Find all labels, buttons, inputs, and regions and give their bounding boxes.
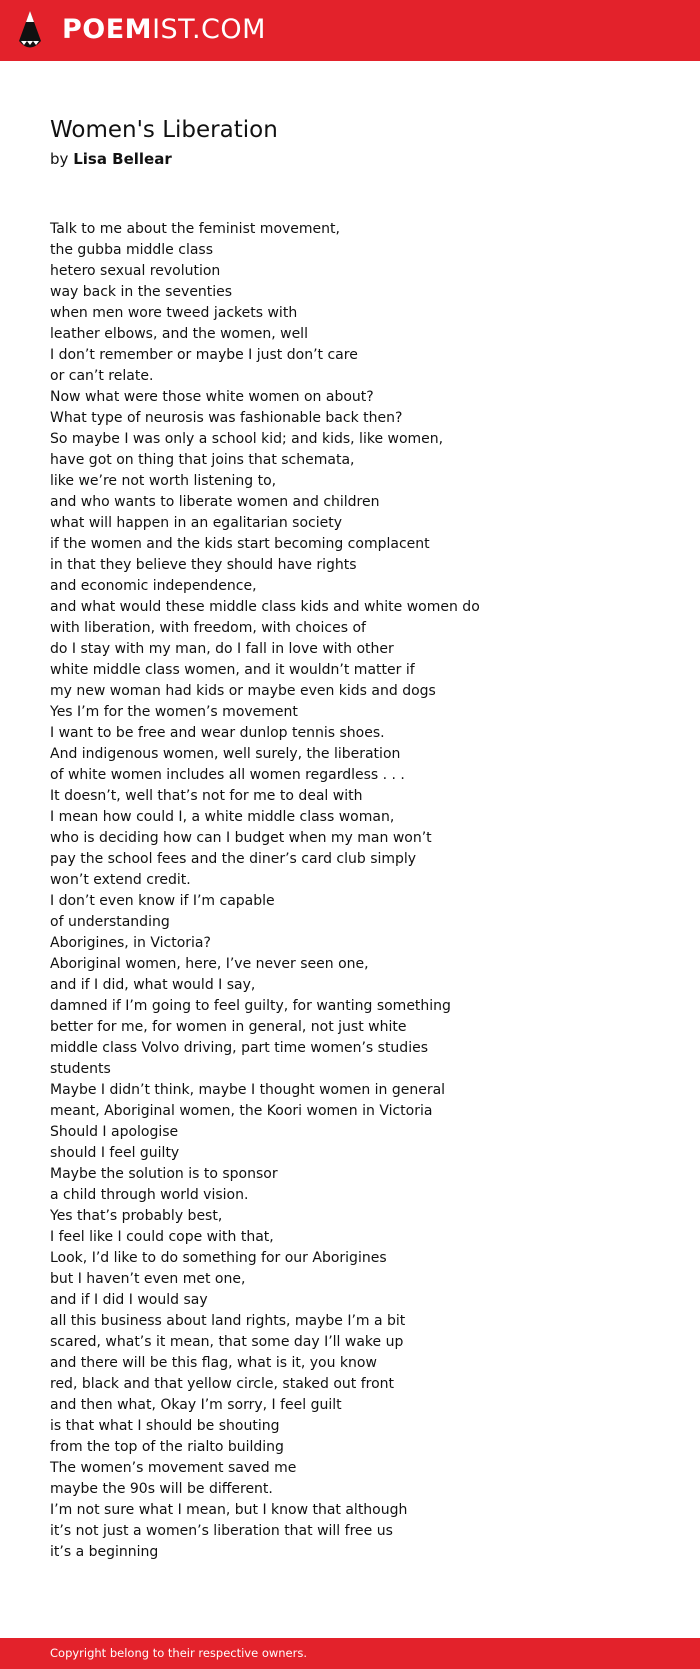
poem-line: I want to be free and wear dunlop tennis shoes. <box>50 725 385 741</box>
poem-line: I’m not sure what I mean, but I know that although <box>50 1502 408 1518</box>
poem-line: of white women includes all women regardless . . . <box>50 767 405 783</box>
poem-line: What type of neurosis was fashionable back then? <box>50 410 403 426</box>
poem-line: Maybe the solution is to sponsor <box>50 1166 278 1182</box>
poem-line: I feel like I could cope with that, <box>50 1229 274 1245</box>
poem-title: Women's Liberation <box>50 117 278 143</box>
poem-line: with liberation, with freedom, with choices of <box>50 620 366 636</box>
poem-line: Maybe I didn’t think, maybe I thought women in general <box>50 1082 446 1098</box>
poem-line: middle class Volvo driving, part time women’s studies <box>50 1040 428 1056</box>
poem-line: in that they believe they should have rights <box>50 557 357 573</box>
poem-line: scared, what’s it mean, that some day I’ll wake up <box>50 1334 404 1350</box>
poem-line: way back in the seventies <box>50 284 233 300</box>
poem-line: when men wore tweed jackets with <box>50 305 298 321</box>
poem-line: it’s not just a women’s liberation that will free us <box>50 1523 393 1539</box>
site-logo[interactable] <box>62 14 266 46</box>
poem-line: won’t extend credit. <box>50 872 191 888</box>
poem-line: like we’re not worth listening to, <box>50 473 277 489</box>
poem-line: students <box>50 1061 111 1077</box>
poem-line: what will happen in an egalitarian society <box>50 515 342 531</box>
poem-line: and who wants to liberate women and children <box>50 494 380 510</box>
poem-line: it’s a beginning <box>50 1544 159 1560</box>
poem-line: the gubba middle class <box>50 242 213 258</box>
poem-line: and there will be this flag, what is it, you know <box>50 1355 377 1371</box>
poem-line: meant, Aboriginal women, the Koori women in Victoria <box>50 1103 433 1119</box>
pencil-icon[interactable] <box>17 10 43 52</box>
poem-line: red, black and that yellow circle, staked out front <box>50 1376 395 1392</box>
poem-body <box>50 219 670 1563</box>
author-name[interactable]: Lisa Bellear <box>73 150 172 168</box>
poem-line: and economic independence, <box>50 578 257 594</box>
poem-line: And indigenous women, well surely, the liberation <box>50 746 401 762</box>
poem-line: damned if I’m going to feel guilty, for wanting something <box>50 998 451 1014</box>
poem-line: and what would these middle class kids and white women do <box>50 599 480 615</box>
poem-line: who is deciding how can I budget when my man won’t <box>50 830 432 846</box>
poem-line: better for me, for women in general, not just white <box>50 1019 407 1035</box>
poem-line: and if I did I would say <box>50 1292 208 1308</box>
poem-line: I mean how could I, a white middle class woman, <box>50 809 395 825</box>
poem-line: The women’s movement saved me <box>50 1460 297 1476</box>
poem-line: maybe the 90s will be different. <box>50 1481 273 1497</box>
poem-line: and then what, Okay I’m sorry, I feel guilt <box>50 1397 342 1413</box>
by-label: by <box>50 150 69 168</box>
poem-line: pay the school fees and the diner’s card club simply <box>50 851 417 867</box>
poem-line: Yes that’s probably best, <box>50 1208 223 1224</box>
poem-line: my new woman had kids or maybe even kids and dogs <box>50 683 436 699</box>
site-footer <box>0 1638 700 1669</box>
poem-line: Now what were those white women on about? <box>50 389 374 405</box>
poem-line: Aboriginal women, here, I’ve never seen one, <box>50 956 369 972</box>
poem-line: Aborigines, in Victoria? <box>50 935 211 951</box>
poem-line: Talk to me about the feminist movement, <box>50 221 340 237</box>
poem-line: but I haven’t even met one, <box>50 1271 246 1287</box>
byline <box>50 149 172 169</box>
site-header <box>0 0 700 61</box>
poem-line: I don’t even know if I’m capable <box>50 893 275 909</box>
poem-line: leather elbows, and the women, well <box>50 326 308 342</box>
poem-line: and if I did, what would I say, <box>50 977 256 993</box>
poem-line: if the women and the kids start becoming complacent <box>50 536 430 552</box>
poem-line: Should I apologise <box>50 1124 179 1140</box>
poem-line: hetero sexual revolution <box>50 263 221 279</box>
logo-light-text: IST.COM <box>152 14 266 45</box>
poem-line: is that what I should be shouting <box>50 1418 280 1434</box>
logo-strong-text: POEM <box>62 14 153 45</box>
poem-line: It doesn’t, well that’s not for me to deal with <box>50 788 363 804</box>
poem-line: do I stay with my man, do I fall in love with other <box>50 641 394 657</box>
poem-line: white middle class women, and it wouldn’t matter if <box>50 662 415 678</box>
poem-line: have got on thing that joins that schemata, <box>50 452 355 468</box>
poem-line: a child through world vision. <box>50 1187 249 1203</box>
poem-line: Look, I’d like to do something for our Aborigines <box>50 1250 387 1266</box>
poem-line: I don’t remember or maybe I just don’t care <box>50 347 358 363</box>
poem-line: or can’t relate. <box>50 368 154 384</box>
poem-line: from the top of the rialto building <box>50 1439 284 1455</box>
poem-line: all this business about land rights, maybe I’m a bit <box>50 1313 406 1329</box>
poem-line: Yes I’m for the women’s movement <box>50 704 298 720</box>
poem-line: should I feel guilty <box>50 1145 180 1161</box>
copyright-text: Copyright belong to their respective owners. <box>50 1646 308 1660</box>
poem-line: So maybe I was only a school kid; and kids, like women, <box>50 431 444 447</box>
poem-line: of understanding <box>50 914 170 930</box>
